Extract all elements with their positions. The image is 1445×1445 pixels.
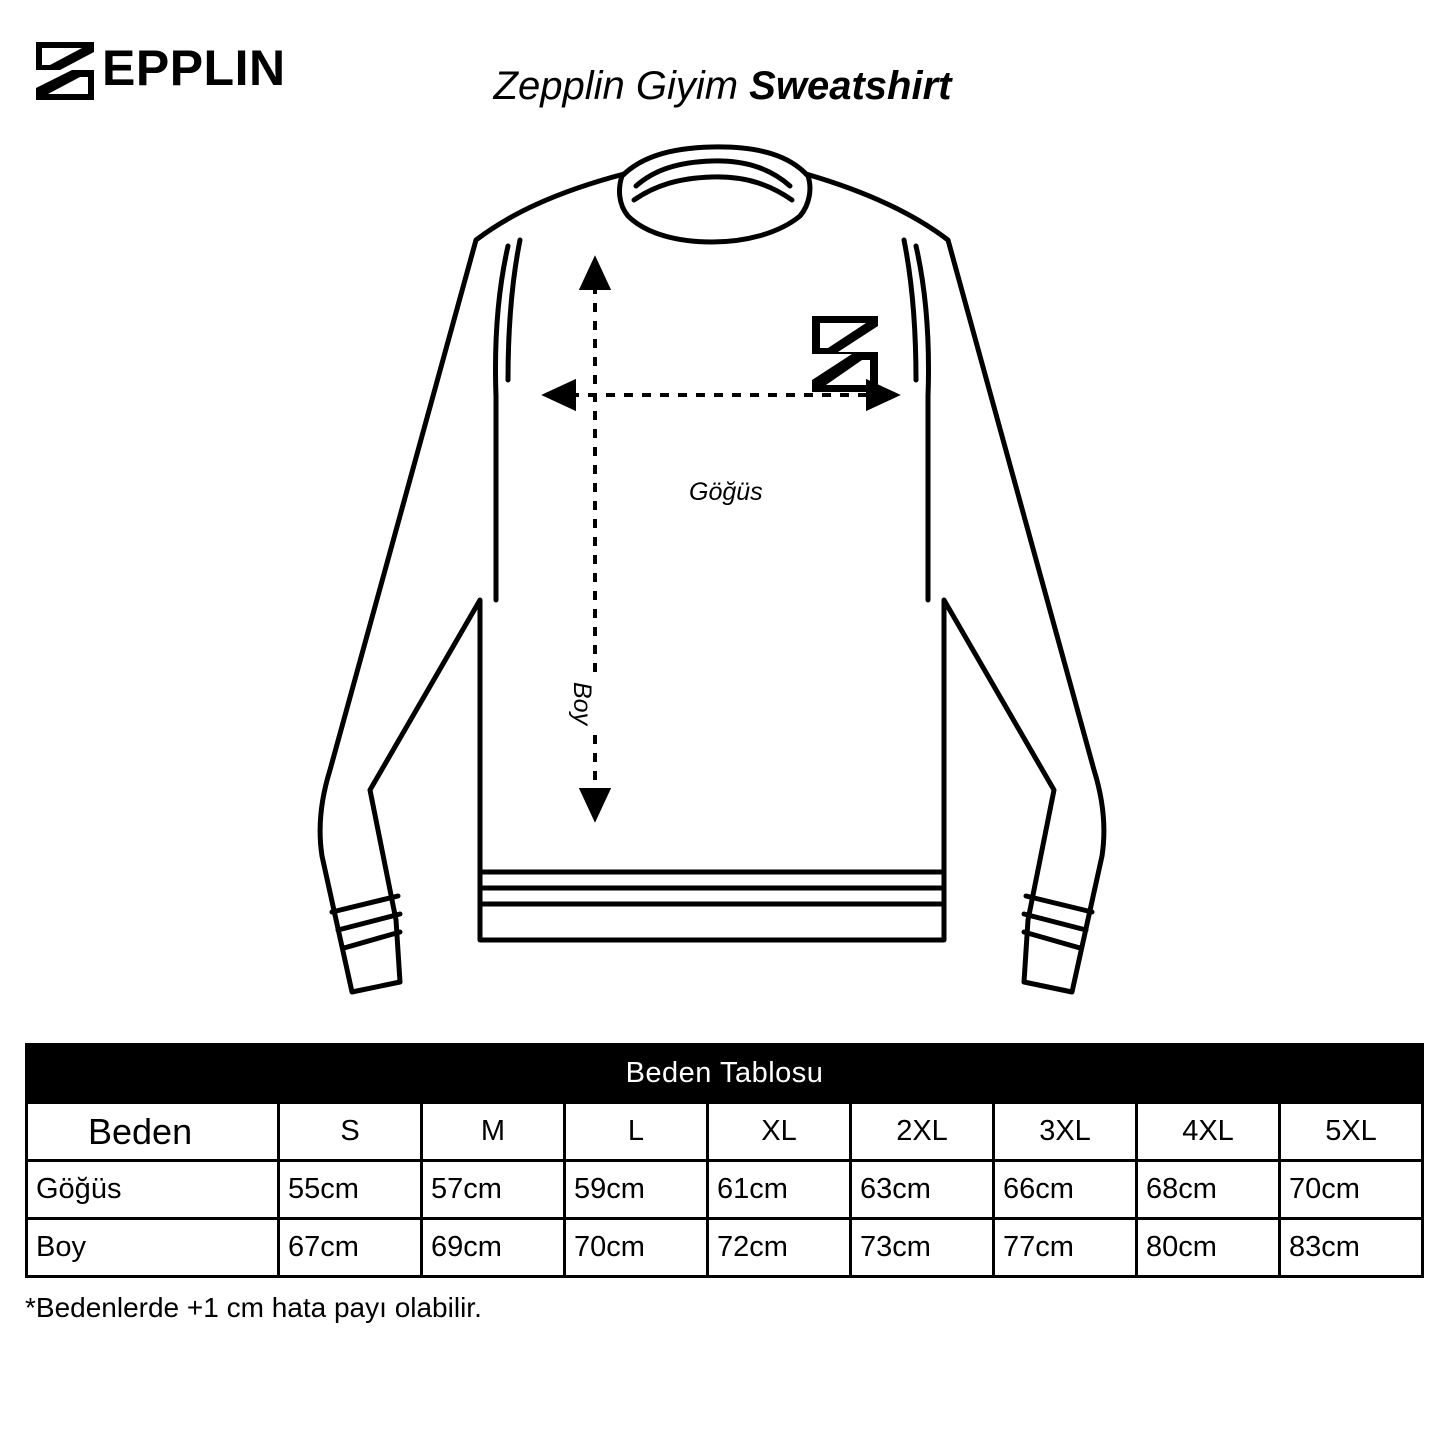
length-measure-label: Boy (563, 680, 600, 727)
page-title-bold: Sweatshirt (749, 64, 952, 108)
table-header-s: S (279, 1103, 422, 1161)
table-row (27, 1219, 1423, 1277)
size-table-wrapper (25, 1043, 1423, 1278)
row-label-boy: Boy (27, 1219, 279, 1277)
table-header-beden: Beden (27, 1103, 279, 1161)
table-header-2xl: 2XL (851, 1103, 994, 1161)
gogus-m: 57cm (422, 1161, 565, 1219)
gogus-s: 55cm (279, 1161, 422, 1219)
boy-4xl: 80cm (1137, 1219, 1280, 1277)
gogus-l: 59cm (565, 1161, 708, 1219)
page-header (0, 0, 1445, 140)
sweatshirt-outline-icon (0, 130, 1445, 1030)
table-header-m: M (422, 1103, 565, 1161)
boy-2xl: 73cm (851, 1219, 994, 1277)
garment-illustration (0, 130, 1445, 1030)
boy-l: 70cm (565, 1219, 708, 1277)
boy-m: 69cm (422, 1219, 565, 1277)
gogus-5xl: 70cm (1280, 1161, 1423, 1219)
table-title-row (27, 1045, 1423, 1103)
size-table (25, 1043, 1424, 1278)
table-header-3xl: 3XL (994, 1103, 1137, 1161)
boy-xl: 72cm (708, 1219, 851, 1277)
table-header-row (27, 1103, 1423, 1161)
brand-name: EPPLIN (102, 40, 286, 96)
gogus-4xl: 68cm (1137, 1161, 1280, 1219)
page-title-light: Zepplin Giyim (493, 64, 739, 108)
page-title (0, 62, 1445, 110)
table-header-l: L (565, 1103, 708, 1161)
row-label-gogus: Göğüs (27, 1161, 279, 1219)
boy-3xl: 77cm (994, 1219, 1137, 1277)
table-title: Beden Tablosu (27, 1045, 1423, 1103)
gogus-3xl: 66cm (994, 1161, 1137, 1219)
chest-measure-label: Göğüs (683, 478, 769, 507)
table-row (27, 1161, 1423, 1219)
gogus-2xl: 63cm (851, 1161, 994, 1219)
boy-s: 67cm (279, 1219, 422, 1277)
gogus-xl: 61cm (708, 1161, 851, 1219)
table-footnote: *Bedenlerde +1 cm hata payı olabilir. (25, 1292, 482, 1323)
table-header-xl: XL (708, 1103, 851, 1161)
boy-5xl: 83cm (1280, 1219, 1423, 1277)
table-header-4xl: 4XL (1137, 1103, 1280, 1161)
length-measure-arrow (582, 260, 608, 818)
table-header-5xl: 5XL (1280, 1103, 1423, 1161)
